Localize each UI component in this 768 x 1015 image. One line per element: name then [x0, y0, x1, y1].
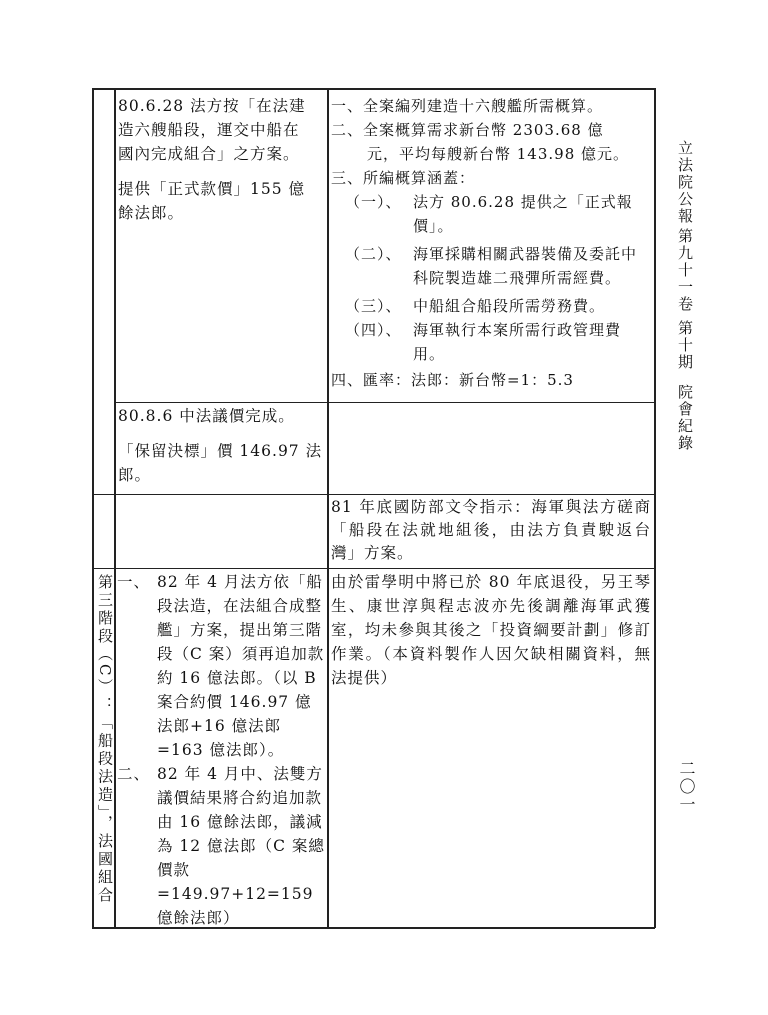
sub-item-label: （三）、 — [345, 297, 402, 315]
stage-item-label: 一、 — [117, 573, 151, 591]
publication-title: 立法院公報 — [676, 140, 694, 225]
sub-item-2 — [331, 242, 651, 290]
budget-item-1: 一、全案編列建造十六艘艦所需概算。 — [331, 97, 604, 115]
column-divider-2 — [327, 88, 329, 928]
row1-left-line: 提供「正式款價」155 億 — [118, 180, 306, 198]
row1-left-line: 國內完成組合」之方案。 — [118, 145, 300, 163]
sub-item-text: 法方 80.6.28 提供之「正式報價」。 — [413, 193, 633, 235]
sub-item-text: 中船組合船段所需勞務費。 — [413, 297, 606, 315]
row4-right-text: 由於雷學明中將已於 80 年底退役，另王琴生、康世淳與程志波亦先後調離海軍武獲室，均未參與其後之「投資綱要計劃」修訂作業。（本資料製作人因欠缺相關資料，無法提供） — [331, 573, 651, 687]
page-number: 二〇一 — [677, 760, 696, 814]
row1-left-cell — [118, 94, 324, 225]
row1-left-line: 80.6.28 法方按「在法建 — [118, 97, 306, 115]
row-divider-1 — [114, 402, 655, 403]
stage-item-label: 二、 — [117, 765, 151, 783]
sub-item-4 — [331, 318, 651, 366]
row-divider-3 — [92, 568, 655, 569]
stage-item-1 — [117, 570, 326, 762]
row1-left-line: 造六艘船段，運交中船在 — [118, 121, 300, 139]
row2-left-line: 「保留決標」價 146.97 法 — [118, 442, 323, 460]
sub-item-1 — [331, 190, 651, 238]
row3-right-cell — [331, 496, 651, 565]
sub-item-text: 海軍執行本案所需行政管理費用。 — [413, 321, 622, 363]
budget-item-3: 三、所編概算涵蓋： — [331, 169, 476, 187]
table-border-right — [654, 88, 656, 928]
stage-item-text: 82 年 4 月中、法雙方議價結果將合約追加款由 16 億餘法郎，議減為 12 億法郎（C 案總價款 =149.97+12=159 億餘法郎） — [157, 765, 325, 927]
stage-item-2 — [117, 762, 326, 930]
issue-label: 第十期 — [676, 320, 694, 371]
budget-item-2-cont: 元，平均每艘新台幣 143.98 億元。 — [367, 145, 630, 163]
row2-left-line: 郎。 — [118, 466, 152, 484]
sub-item-text: 海軍採購相關武器裝備及委託中科院製造雄二飛彈所需經費。 — [413, 245, 638, 287]
row1-left-line: 餘法郎。 — [118, 204, 185, 222]
row3-right-text: 81 年底國防部文令指示：海軍與法方磋商「船段在法就地組後，由法方負責駛返台灣」方案。 — [331, 498, 651, 562]
volume-label: 第九十一卷 — [676, 228, 694, 313]
budget-item-2: 二、全案概算需求新台幣 2303.68 億 — [331, 121, 604, 139]
stage-item-text: 82 年 4 月法方依「船段法造，在法組合成整艦」方案，提出第三階段（C 案）須再追加款約 16 億法郎。（以 B 案合約價 146.97 億法郎+16 億法郎=163 億法郎）。 — [157, 573, 325, 759]
section-label: 院會紀錄 — [676, 384, 694, 452]
sub-item-label: （一）、 — [345, 193, 402, 211]
budget-item-4: 四、匯率：法郎：新台幣=1：5.3 — [331, 371, 574, 389]
sub-item-label: （二）、 — [345, 245, 402, 263]
sub-item-3 — [331, 294, 651, 318]
sub-item-label: （四）、 — [345, 321, 402, 339]
row-divider-2 — [92, 494, 655, 495]
row4-middle-cell — [117, 570, 326, 930]
row4-right-cell — [331, 570, 651, 690]
row2-left-line: 80.8.6 中法議價完成。 — [118, 407, 295, 425]
column-divider-1 — [114, 88, 116, 928]
stage-label: 第三階段（C）：「船段法造」，法國組合 — [96, 574, 114, 905]
table-border-top — [92, 88, 655, 90]
row2-left-cell — [118, 404, 324, 487]
row1-right-cell — [331, 94, 651, 392]
